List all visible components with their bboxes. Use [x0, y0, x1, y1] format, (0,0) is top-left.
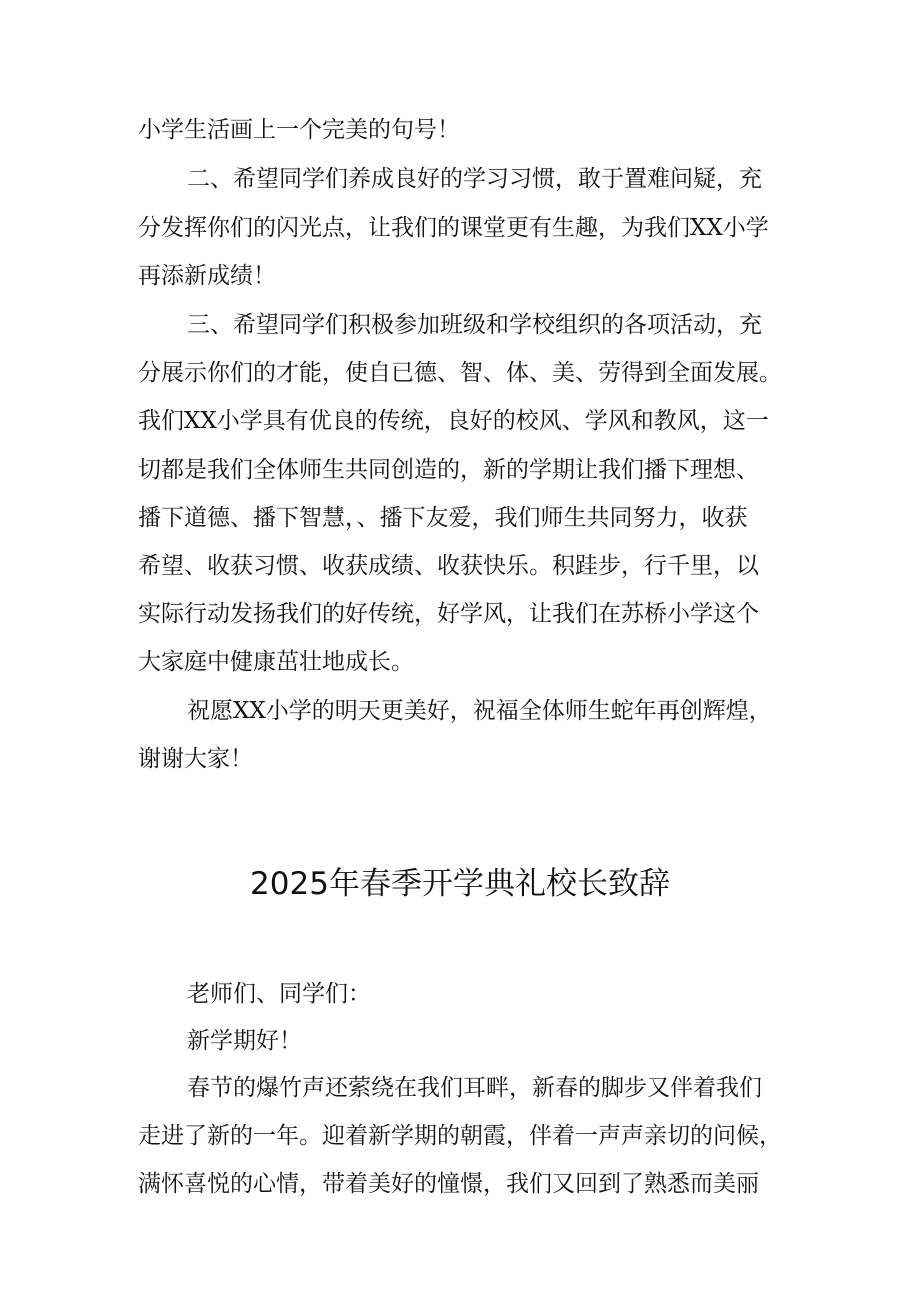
text-line: 切都是我们全体师生共同创造的，新的学期让我们播下理想、 — [138, 457, 759, 483]
greeting: 新学期好！ — [187, 1028, 302, 1054]
text-line: 满怀喜悦的心情，带着美好的憧憬，我们又回到了熟悉而美丽 — [138, 1171, 759, 1197]
text-line: 三、希望同学们积极参加班级和学校组织的各项活动，充 — [187, 312, 762, 338]
text-line: 我们XX小学具有优良的传统，良好的校风、学风和教风，这一 — [138, 408, 769, 434]
text-line: 再添新成绩！ — [138, 263, 276, 289]
text-line: 大家庭中健康茁壮地成长。 — [138, 649, 414, 675]
text-line: 祝愿XX小学的明天更美好，祝福全体师生蛇年再创辉煌， — [187, 698, 772, 724]
salutation: 老师们、同学们： — [187, 981, 371, 1007]
text-line: 播下道德、播下智慧，、播下友爱，我们师生共同努力，收获 — [138, 505, 748, 531]
text-line: 分展示你们的才能，使自已德、智、体、美、劳得到全面发展。 — [138, 360, 782, 386]
text-line: 分发挥你们的闪光点，让我们的课堂更有生趣，为我们XX小学 — [138, 215, 769, 241]
text-line: 希望、收获习惯、收获成绩、收获快乐。积跬步，行千里，以 — [138, 553, 759, 579]
text-line: 二、希望同学们养成良好的学习习惯，敢于置难问疑，充 — [187, 166, 762, 192]
text-line: 实际行动发扬我们的好传统，好学风，让我们在苏桥小学这个 — [138, 601, 759, 627]
text-line: 小学生活画上一个完美的句号！ — [138, 117, 460, 143]
text-line: 谢谢大家！ — [138, 746, 253, 772]
text-line: 春节的爆竹声还萦绕在我们耳畔，新春的脚步又伴着我们 — [187, 1075, 762, 1101]
text-line: 走进了新的一年。迎着新学期的朝霞，伴着一声声亲切的问候， — [138, 1123, 782, 1149]
speech-title: 2025年春季开学典礼校长致辞 — [250, 866, 670, 902]
